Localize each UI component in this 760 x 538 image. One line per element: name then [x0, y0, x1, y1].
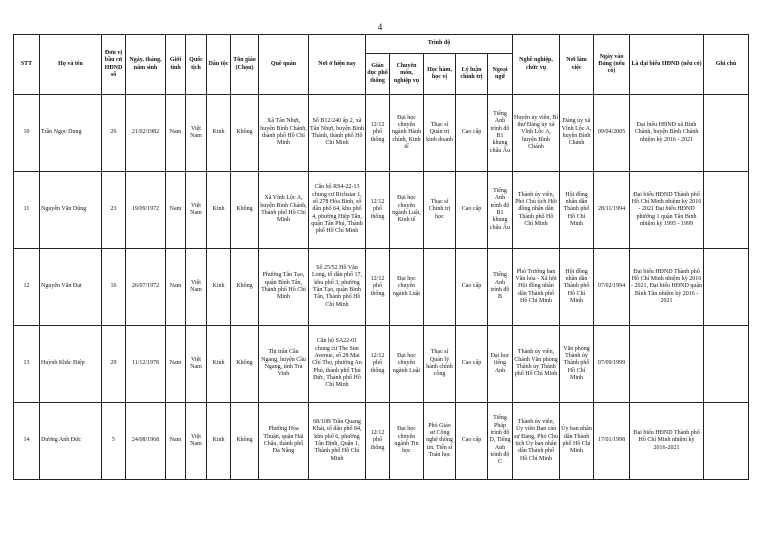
table-row	[14, 172, 749, 249]
cell-unit: 16	[102, 249, 126, 326]
header-ethnicity: Dân tộc	[207, 35, 231, 95]
cell-unit: 29	[102, 326, 126, 403]
cell-stt: 11	[14, 172, 40, 249]
cell-name: Nguyễn Văn Đạt	[40, 249, 102, 326]
cell-name: Trần Ngọc Dung	[40, 95, 102, 172]
cell-political: Cao cấp	[456, 172, 488, 249]
cell-nationality: Việt Nam	[186, 326, 207, 403]
header-gender: Giới tính	[166, 35, 186, 95]
cell-professional: Đại học chuyên ngành Luật	[390, 326, 424, 403]
cell-ethnicity: Kinh	[207, 172, 231, 249]
cell-gender: Nam	[166, 95, 186, 172]
cell-political: Cao cấp	[456, 326, 488, 403]
cell-workplace: Hội đồng nhân dân Thành phố Hồ Chí Minh	[560, 249, 594, 326]
cell-delegate: Đại biểu HĐND Thành phố Hồ Chí Minh nhiệm kỳ 2016-2021	[630, 403, 704, 480]
cell-nationality: Việt Nam	[186, 249, 207, 326]
header-dob: Ngày, tháng, năm sinh	[126, 35, 166, 95]
cell-dob: 19/09/1972	[126, 172, 166, 249]
cell-residence: Căn hộ SA22-01 chung cư The Sun Avenue, số 28 Mai Chí Thọ, phường An Phú, thành phố Thủ Đức, Thành phố Hồ Chí Minh	[309, 326, 366, 403]
cell-language: Tiếng Anh trình độ B1 khung châu Âu	[488, 95, 513, 172]
cell-academic: Thạc sĩ Chính trị học	[424, 172, 456, 249]
cell-hometown: Thị trấn Cầu Ngang, huyện Cầu Ngang, tỉnh Trà Vinh	[259, 326, 309, 403]
cell-political: Cao cấp	[456, 249, 488, 326]
cell-name: Huỳnh Khắc Điệp	[40, 326, 102, 403]
header-occupation: Nghề nghiệp, chức vụ	[513, 35, 560, 95]
header-nationality: Quốc tịch	[186, 35, 207, 95]
header-language: Ngoại ngữ	[488, 54, 513, 95]
cell-delegate: Đại biểu HĐND Thành phố Hồ Chí Minh nhiệm kỳ 2016 - 2021, Đại biểu HĐND quận Bình Tân nhiệm kỳ 2016 - 2021	[630, 249, 704, 326]
table-row	[14, 403, 749, 480]
header-unit: Đơn vị bầu cử HĐND số	[102, 35, 126, 95]
cell-religion: Không	[231, 249, 259, 326]
cell-name: Nguyễn Văn Dũng	[40, 172, 102, 249]
cell-religion: Không	[231, 403, 259, 480]
cell-general-edu: 12/12 phổ thông	[366, 172, 390, 249]
cell-delegate	[630, 326, 704, 403]
cell-party-date: 07/02/1994	[594, 249, 630, 326]
cell-party-date: 09/04/2005	[594, 95, 630, 172]
cell-dob: 24/08/1968	[126, 403, 166, 480]
cell-residence: Số 25/52 Hồ Văn Long, tổ dân phố 17, khu phố 3, phường Tân Tạo, quận Bình Tân, Thành phố Hồ Chí Minh	[309, 249, 366, 326]
cell-occupation: Phó Trưởng ban Văn hóa - Xã hội Hội đồng nhân dân Thành phố Hồ Chí Minh	[513, 249, 560, 326]
cell-residence: Căn hộ RS4-22-13 chung cư Richstar 1, số 278 Hòa Bình, số dân phố 64, khu phố 4, phường Hiệp Tân, quận Tân Phú, Thành phố Hồ Chí Minh	[309, 172, 366, 249]
cell-note	[704, 249, 749, 326]
cell-religion: Không	[231, 95, 259, 172]
table-row	[14, 326, 749, 403]
cell-general-edu: 12/12 phổ thông	[366, 95, 390, 172]
cell-gender: Nam	[166, 326, 186, 403]
header-academic: Học hàm, học vị	[424, 54, 456, 95]
cell-occupation: Thành ủy viên, Ủy viên Ban cán sự Đảng, Phó Chủ tịch Ủy ban nhân dân Thành phố Hồ Chí Minh	[513, 403, 560, 480]
cell-political: Cao cấp	[456, 403, 488, 480]
cell-gender: Nam	[166, 403, 186, 480]
cell-professional: Đại học chuyên ngành Luật	[390, 249, 424, 326]
cell-religion: Không	[231, 326, 259, 403]
cell-workplace: Văn phòng Thành ủy Thành phố Hồ Chí Minh	[560, 326, 594, 403]
cell-nationality: Việt Nam	[186, 403, 207, 480]
cell-residence: 68/10B Trần Quang Khải, tổ dân phố 84, khu phố 6, phường Tân Định, Quận 1, Thành phố Hồ Chí Minh	[309, 403, 366, 480]
cell-party-date: 07/09/1999	[594, 326, 630, 403]
cell-delegate: Đại biểu HĐND xã Bình Chánh, huyện Bình Chánh nhiệm kỳ 2016 - 2021	[630, 95, 704, 172]
cell-dob: 21/02/1982	[126, 95, 166, 172]
page-number: 4	[377, 22, 383, 32]
cell-professional: Đại học chuyên ngành Tin học	[390, 403, 424, 480]
cell-delegate: Đại biểu HĐND Thành phố Hồ Chí Minh nhiệm kỳ 2016 - 2021 Đại biểu HĐND phường 1 quận Tân Bình nhiệm kỳ 1995 - 1999	[630, 172, 704, 249]
cell-ethnicity: Kinh	[207, 95, 231, 172]
cell-language: Tiếng Anh trình độ B	[488, 249, 513, 326]
table-row	[14, 95, 749, 172]
cell-religion: Không	[231, 172, 259, 249]
cell-occupation: Thành ủy viên, Chánh Văn phòng Thành ủy Thành phố Hồ Chí Minh	[513, 326, 560, 403]
header-residence: Nơi ở hiện nay	[309, 35, 366, 95]
cell-stt: 13	[14, 326, 40, 403]
cell-dob: 26/07/1972	[126, 249, 166, 326]
cell-unit: 23	[102, 172, 126, 249]
header-hometown: Quê quán	[259, 35, 309, 95]
cell-general-edu: 12/12 phổ thông	[366, 403, 390, 480]
cell-language: Tiếng Pháp trình độ D, Tiếng Anh trình độ C	[488, 403, 513, 480]
header-political: Lý luận chính trị	[456, 54, 488, 95]
cell-note	[704, 403, 749, 480]
cell-academic: Thạc sĩ Quản lý hành chính công	[424, 326, 456, 403]
cell-hometown: Phường Hòa Thuận, quận Hải Châu, thành phố Đà Nẵng	[259, 403, 309, 480]
header-professional: Chuyên môn, nghiệp vụ	[390, 54, 424, 95]
cell-hometown: Phường Tân Tạo, quận Bình Tân, Thành phố Hồ Chí Minh	[259, 249, 309, 326]
header-religion: Tôn giáo (Chọn)	[231, 35, 259, 95]
cell-note	[704, 95, 749, 172]
cell-ethnicity: Kinh	[207, 326, 231, 403]
header-party-date: Ngày vào Đảng (nếu có)	[594, 35, 630, 95]
cell-academic	[424, 249, 456, 326]
cell-ethnicity: Kinh	[207, 249, 231, 326]
cell-professional: Đại học chuyên ngành Luật, Kinh tế	[390, 172, 424, 249]
cell-occupation: Thành ủy viên, Phó Chủ tịch Hội đồng nhân dân Thành phố Hồ Chí Minh	[513, 172, 560, 249]
cell-nationality: Việt Nam	[186, 95, 207, 172]
cell-hometown: Xã Tân Nhựt, huyện Bình Chánh, thành phố Hồ Chí Minh	[259, 95, 309, 172]
cell-occupation: Huyện ủy viên, Bí thư Đảng ủy xã Vĩnh Lộc A, huyện Bình Chánh	[513, 95, 560, 172]
cell-residence: Số B12/240 ấp 2, xã Tân Nhựt, huyện Bình Thánh, thành phố Hồ Chí Minh	[309, 95, 366, 172]
cell-language: Tiếng Anh trình độ B1 khung châu Âu	[488, 172, 513, 249]
cell-note	[704, 326, 749, 403]
cell-professional: Đại học chuyên ngành Hành chính, Kinh tế	[390, 95, 424, 172]
cell-party-date: 28/11/1994	[594, 172, 630, 249]
cell-academic: Thạc sĩ Quản trị kinh doanh	[424, 95, 456, 172]
cell-gender: Nam	[166, 249, 186, 326]
cell-workplace: Ủy ban nhân dân Thành phố Hồ Chí Minh	[560, 403, 594, 480]
cell-language: Đại học tiếng Anh	[488, 326, 513, 403]
header-delegate: Là đại biểu HĐND (nếu có)	[630, 35, 704, 95]
cell-note	[704, 172, 749, 249]
cell-political: Cao cấp	[456, 95, 488, 172]
cell-hometown: Xã Vĩnh Lộc A, huyện Bình Chánh, Thành phố Hồ Chí Minh	[259, 172, 309, 249]
header-education-group: Trình độ	[366, 35, 513, 54]
cell-workplace: Đảng ủy xã Vĩnh Lộc A, huyện Bình Chánh	[560, 95, 594, 172]
cell-stt: 12	[14, 249, 40, 326]
header-note: Ghi chú	[704, 35, 749, 95]
cell-academic: Phó Giáo sư Công nghệ thông tin, Tiến sĩ Toán học	[424, 403, 456, 480]
cell-stt: 14	[14, 403, 40, 480]
cell-name: Dương Anh Đức	[40, 403, 102, 480]
cell-dob: 11/12/1978	[126, 326, 166, 403]
cell-nationality: Việt Nam	[186, 172, 207, 249]
cell-gender: Nam	[166, 172, 186, 249]
cell-workplace: Hội đồng nhân dân Thành phố Hồ Chí Minh	[560, 172, 594, 249]
table-row	[14, 249, 749, 326]
header-stt: STT	[14, 35, 40, 95]
cell-unit: 5	[102, 403, 126, 480]
header-general-edu: Giáo dục phổ thông	[366, 54, 390, 95]
header-name: Họ và tên	[40, 35, 102, 95]
candidate-table	[13, 34, 749, 480]
cell-stt: 10	[14, 95, 40, 172]
cell-party-date: 17/01/1998	[594, 403, 630, 480]
cell-unit: 26	[102, 95, 126, 172]
cell-ethnicity: Kinh	[207, 403, 231, 480]
header-workplace: Nơi làm việc	[560, 35, 594, 95]
cell-general-edu: 12/12 phổ thông	[366, 326, 390, 403]
cell-general-edu: 12/12 phổ thông	[366, 249, 390, 326]
